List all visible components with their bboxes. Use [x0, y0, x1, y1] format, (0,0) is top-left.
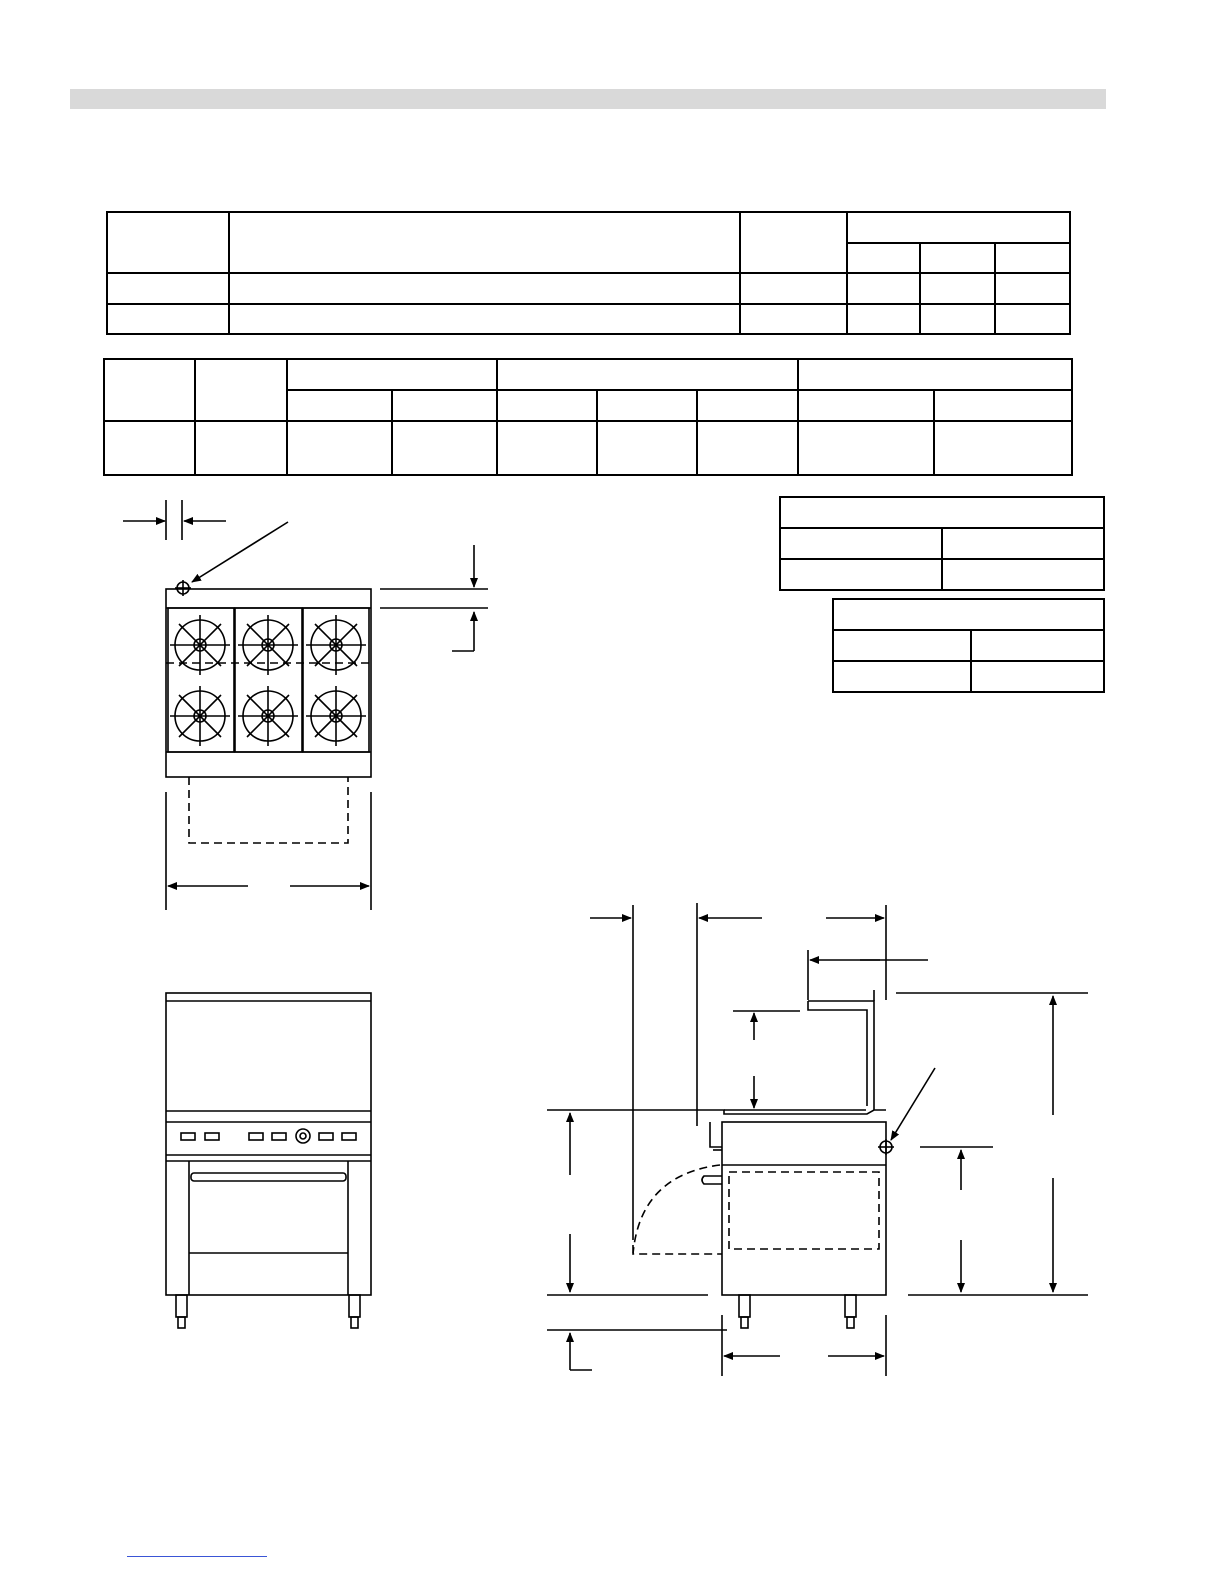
burner-2 — [238, 615, 298, 675]
front-view-drawing — [166, 993, 371, 1328]
burner-5 — [238, 686, 298, 746]
burners — [170, 615, 366, 746]
side-view-drawing — [547, 903, 1088, 1376]
control-knobs — [181, 1129, 356, 1143]
burner-6 — [306, 686, 366, 746]
burner-3 — [306, 615, 366, 675]
footer-link-underline[interactable] — [127, 1556, 267, 1557]
burner-4 — [170, 686, 230, 746]
burner-1 — [170, 615, 230, 675]
